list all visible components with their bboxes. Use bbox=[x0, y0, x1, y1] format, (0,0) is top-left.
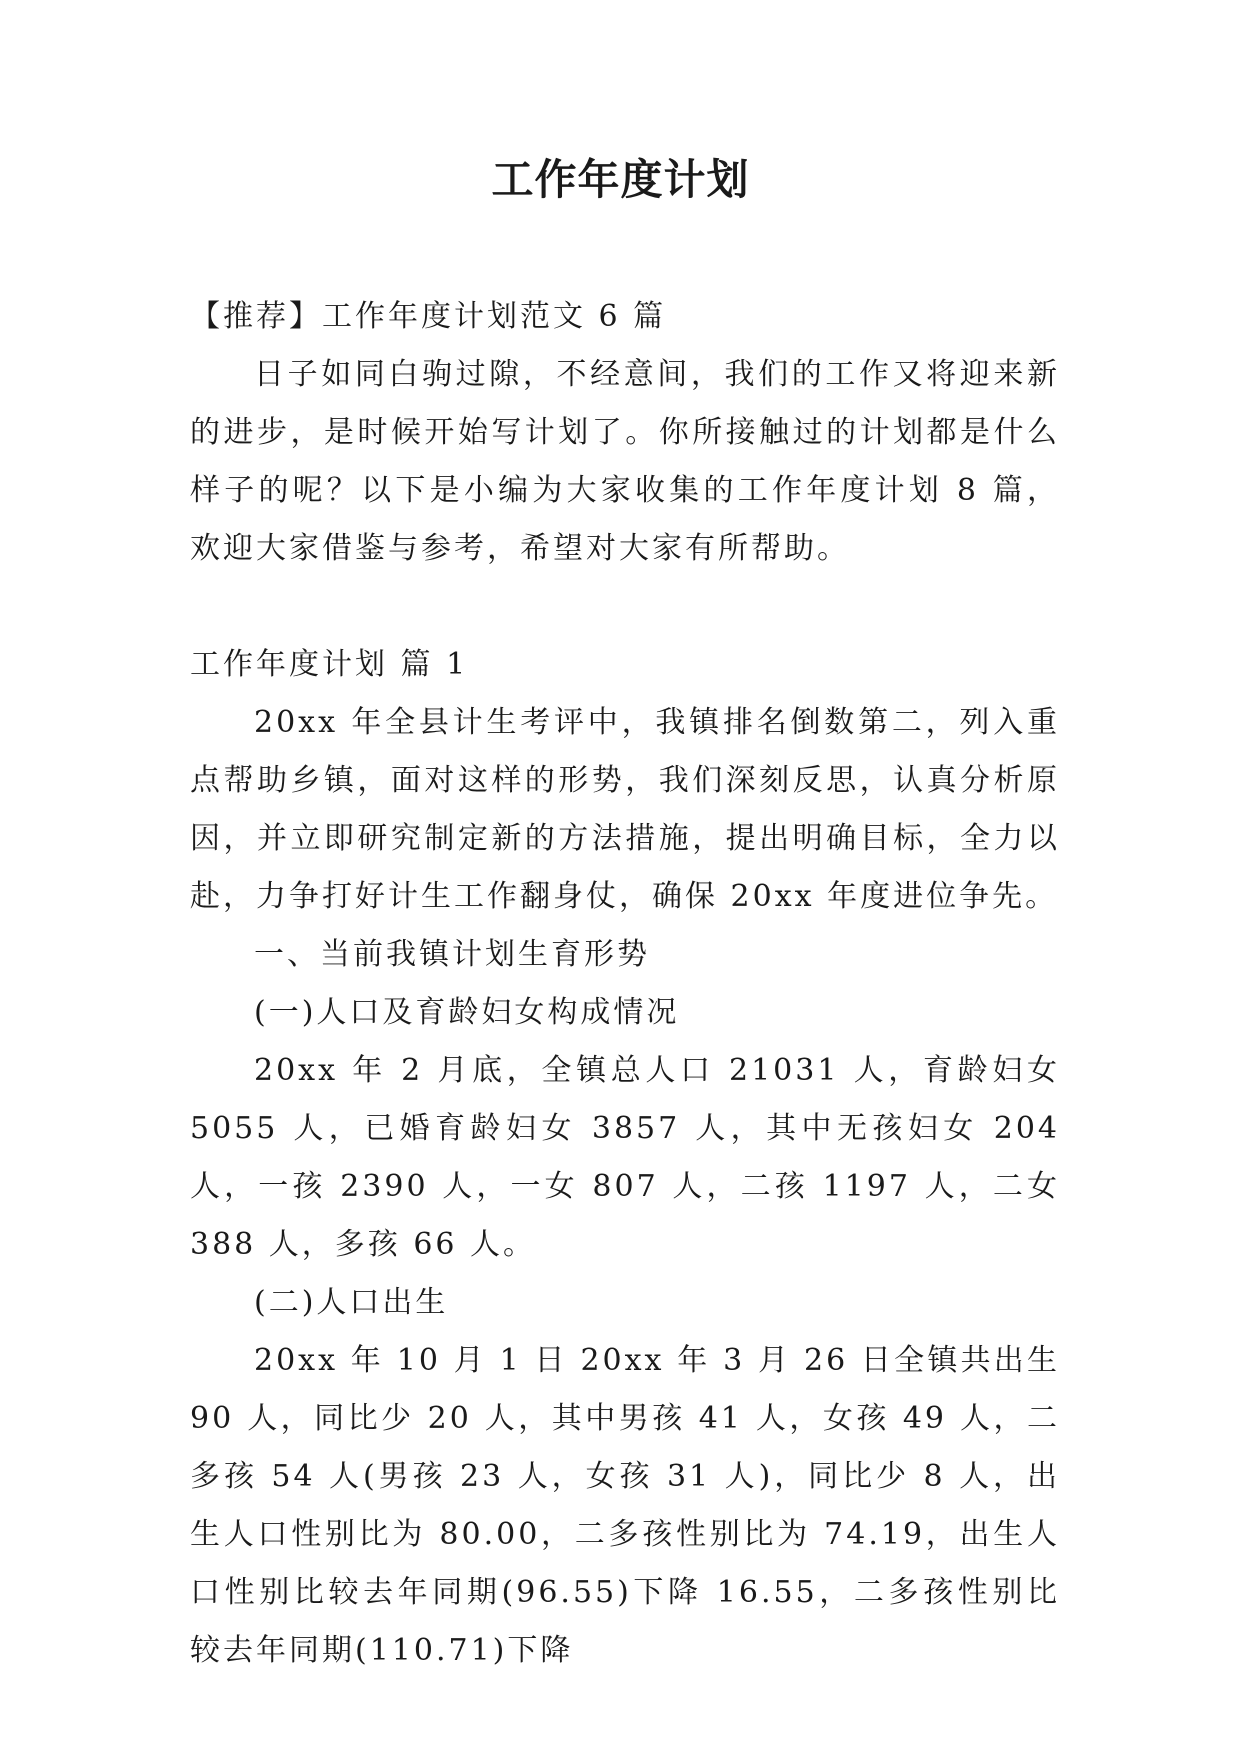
paragraph-2: 20xx 年 2 月底，全镇总人口 21031 人，育龄妇女 5055 人，已婚育龄妇女 3857 人，其中无孩妇女 204 人，一孩 2390 人，一女 807 人，二孩 1197 人，二女 388 人，多孩 66 人。 bbox=[190, 1053, 1060, 1262]
document-title: 工作年度计划 bbox=[491, 155, 750, 204]
paragraph-1: 20xx 年全县计生考评中，我镇排名倒数第二，列入重点帮助乡镇，面对这样的形势，我们深刻反思，认真分析原因，并立即研究制定新的方法措施，提出明确目标，全力以赴，力争打好计生工作翻身仗，确保 20xx 年度进位争先。 bbox=[190, 705, 1060, 914]
recommend-line: 【推荐】工作年度计划范文 6 篇 bbox=[190, 299, 667, 334]
paragraph-3: 20xx 年 10 月 1 日 20xx 年 3 月 26 日全镇共出生 90 人，同比少 20 人，其中男孩 41 人，女孩 49 人，二多孩 54 人(男孩 23 人，女孩 31 人)，同比少 8 人，出生人口性别比为 80.00，二多孩性别比为 74.19，出生人口性别比较去年同期(96.55)下降 16.55，二多孩性别比较去年同期(110.71)下降 bbox=[190, 1343, 1060, 1668]
intro-paragraph: 日子如同白驹过隙，不经意间，我们的工作又将迎来新的进步，是时候开始写计划了。你所接触过的计划都是什么样子的呢？以下是小编为大家收集的工作年度计划 8 篇，欢迎大家借鉴与参考，希望对大家有所帮助。 bbox=[190, 357, 1060, 566]
section-heading: 工作年度计划 篇 1 bbox=[190, 647, 469, 682]
heading-1: 一、当前我镇计划生育形势 bbox=[254, 937, 650, 972]
subheading-1: (一)人口及育龄妇女构成情况 bbox=[254, 995, 680, 1030]
subheading-2: (二)人口出生 bbox=[254, 1285, 449, 1320]
paragraph-gap bbox=[190, 578, 1060, 636]
document-body bbox=[190, 288, 1060, 1680]
